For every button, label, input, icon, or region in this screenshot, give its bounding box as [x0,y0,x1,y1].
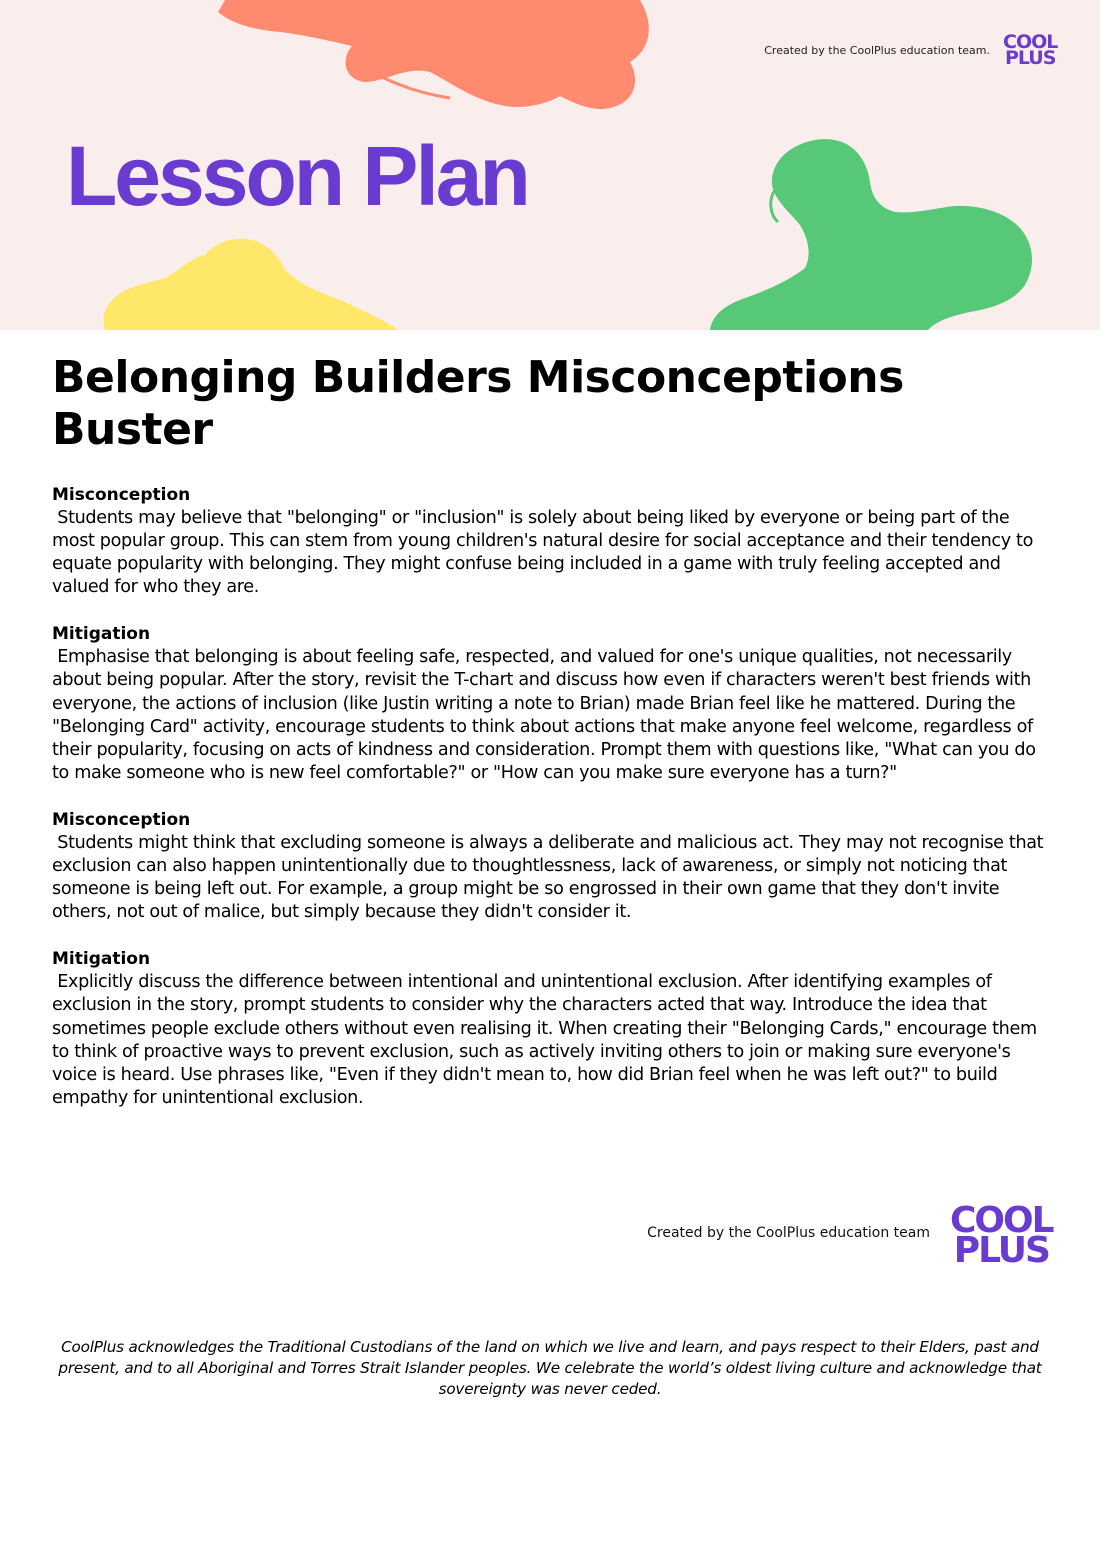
header-banner [0,0,1100,330]
top-credit: Created by the CoolPlus education team. [764,44,990,57]
logo-line-cool: COOL [1003,31,1058,53]
section-heading: Misconception [52,485,191,505]
content-sections [52,484,1052,1134]
logo-line-cool: COOL [950,1200,1053,1241]
green-blob [710,139,1032,330]
logo-line-plus: PLUS [953,1229,1049,1271]
section-body: Explicitly discuss the difference between intentional and unintentional exclusion. After identifying examples of exclusion in the story, prompt students to consider why the characters acted that way. Introduce the idea that sometimes people exclude others without even realising it. When creating their "Belonging Cards," encourage them to think of proactive ways to prevent exclusion, such as actively inviting others to join or making sure everyone's voice is heard. Use phrases like, "Even if they didn't mean to, how did Brian feel when he was left out?" to build empathy for unintentional exclusion. [52,972,1042,1108]
hero-title: Lesson Plan [66,129,528,223]
section-heading: Mitigation [52,624,151,645]
section-mitigation-2 [52,948,1052,1110]
section-heading: Mitigation [52,949,151,970]
acknowledgement-of-country: CoolPlus acknowledges the Traditional Custodians of the land on which we live and learn, and pays respect to their Elders, past and present, and to all Aboriginal and Torres Strait Islander peoples. We celebrate the world’s oldest living culture and acknowledge that sovereignty was never ceded. [58,1338,1042,1398]
section-body: Students might think that excluding someone is always a deliberate and malicious act. They may not recognise that exclusion can also happen unintentionally due to thoughtlessness, lack of awareness, or simply not noticing that someone is being left out. For example, a group might be so engrossed in their own game that they don't invite others, not out of malice, but simply because they didn't consider it. [52,832,1049,923]
section-misconception-2 [52,809,1052,924]
section-heading: Misconception [52,809,191,830]
section-mitigation-1 [52,623,1052,785]
page-title: Belonging Builders Misconceptions Buster [52,352,904,455]
coolplus-logo-bottom [950,1200,1053,1271]
section-body: Students may believe that "belonging" or "inclusion" is solely about being liked by everyone or being part of the most popular group. This can stem from young children's natural desire for social acceptance and their tendency to equate popularity with belonging. They might confuse being included in a game with truly feeling accepted and valued for who they are. [52,508,1039,598]
bottom-credit: Created by the CoolPlus education team [647,1225,930,1241]
section-misconception-1 [52,484,1052,599]
logo-line-plus: PLUS [1004,46,1056,69]
coral-blob [218,0,649,109]
yellow-blob [104,239,398,330]
section-body: Emphasise that belonging is about feeling safe, respected, and valued for one's unique qualities, not necessarily about being popular. After the story, revisit the T-chart and discuss how even if characters weren't best friends with everyone, the actions of inclusion (like Justin writing a note to Brian) made Brian feel like he mattered. During the "Belonging Card" activity, encourage students to think about actions that make anyone feel welcome, regardless of their popularity, focusing on acts of kindness and consideration. Prompt them with questions like, "What can you do to make someone who is new feel comfortable?" or "How can you make sure everyone has a turn?" [52,647,1041,783]
coolplus-logo-top [1003,31,1058,69]
